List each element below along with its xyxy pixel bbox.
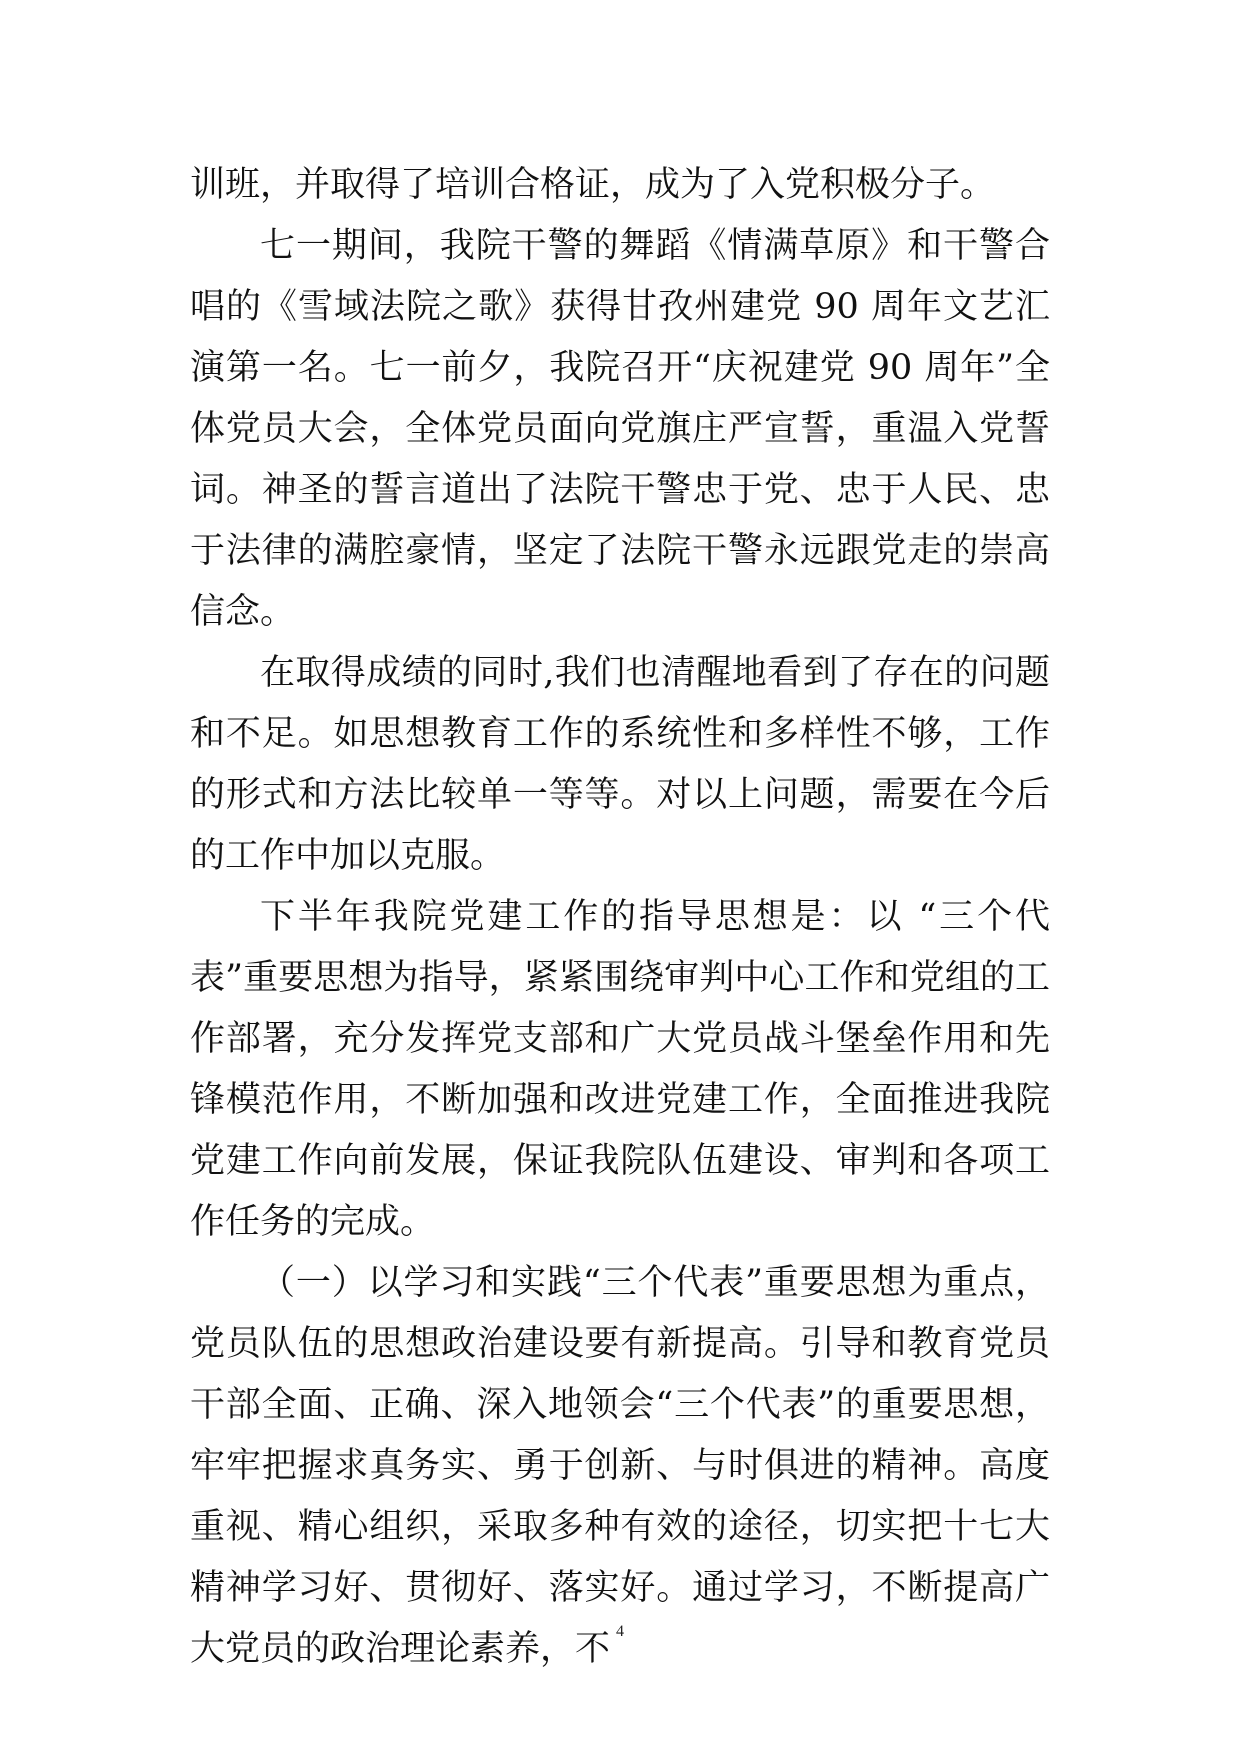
paragraph-guiding-ideology: 下半年我院党建工作的指导思想是：以 “三个代表”重要思想为指导，紧紧围绕审判中心工作和党组的工作部署，充分发挥党支部和广大党员战斗堡垒作用和先锋模范作用，不断加强和改进党建工作，全面推进我院党建工作向前发展，保证我院队伍建设、审判和各项工作任务的完成。: [190, 897, 1050, 1242]
page-number: 4: [616, 1623, 624, 1640]
paragraph-july-first-events: 七一期间，我院干警的舞蹈《情满草原》和干警合唱的《雪域法院之歌》获得甘孜州建党 90 周年文艺汇演第一名。七一前夕，我院召开“庆祝建党 90 周年”全体党员大会，全体党员面向党旗庄严宣誓，重温入党誓词。神圣的誓言道出了法院干警忠于党、忠于人民、忠于法律的满腔豪情，坚定了法院干警永远跟党走的崇高信念。: [190, 226, 1050, 632]
document-body: [190, 155, 1050, 1680]
paragraph-section-one: （一）以学习和实践“三个代表”重要思想为重点，党员队伍的思想政治建设要有新提高。引导和教育党员干部全面、正确、深入地领会“三个代表”的重要思想，牢牢把握求真务实、勇于创新、与时俱进的精神。高度重视、精心组织，采取多种有效的途径，切实把十七大精神学习好、贯彻好、落实好。通过学习，不断提高广大党员的政治理论素养，不: [190, 1263, 1050, 1669]
paragraph-shortcomings: 在取得成绩的同时,我们也清醒地看到了存在的问题和不足。如思想教育工作的系统性和多样性不够，工作的形式和方法比较单一等等。对以上问题，需要在今后的工作中加以克服。: [190, 653, 1050, 876]
paragraph-continuation: 训班，并取得了培训合格证，成为了入党积极分子。: [190, 165, 996, 205]
